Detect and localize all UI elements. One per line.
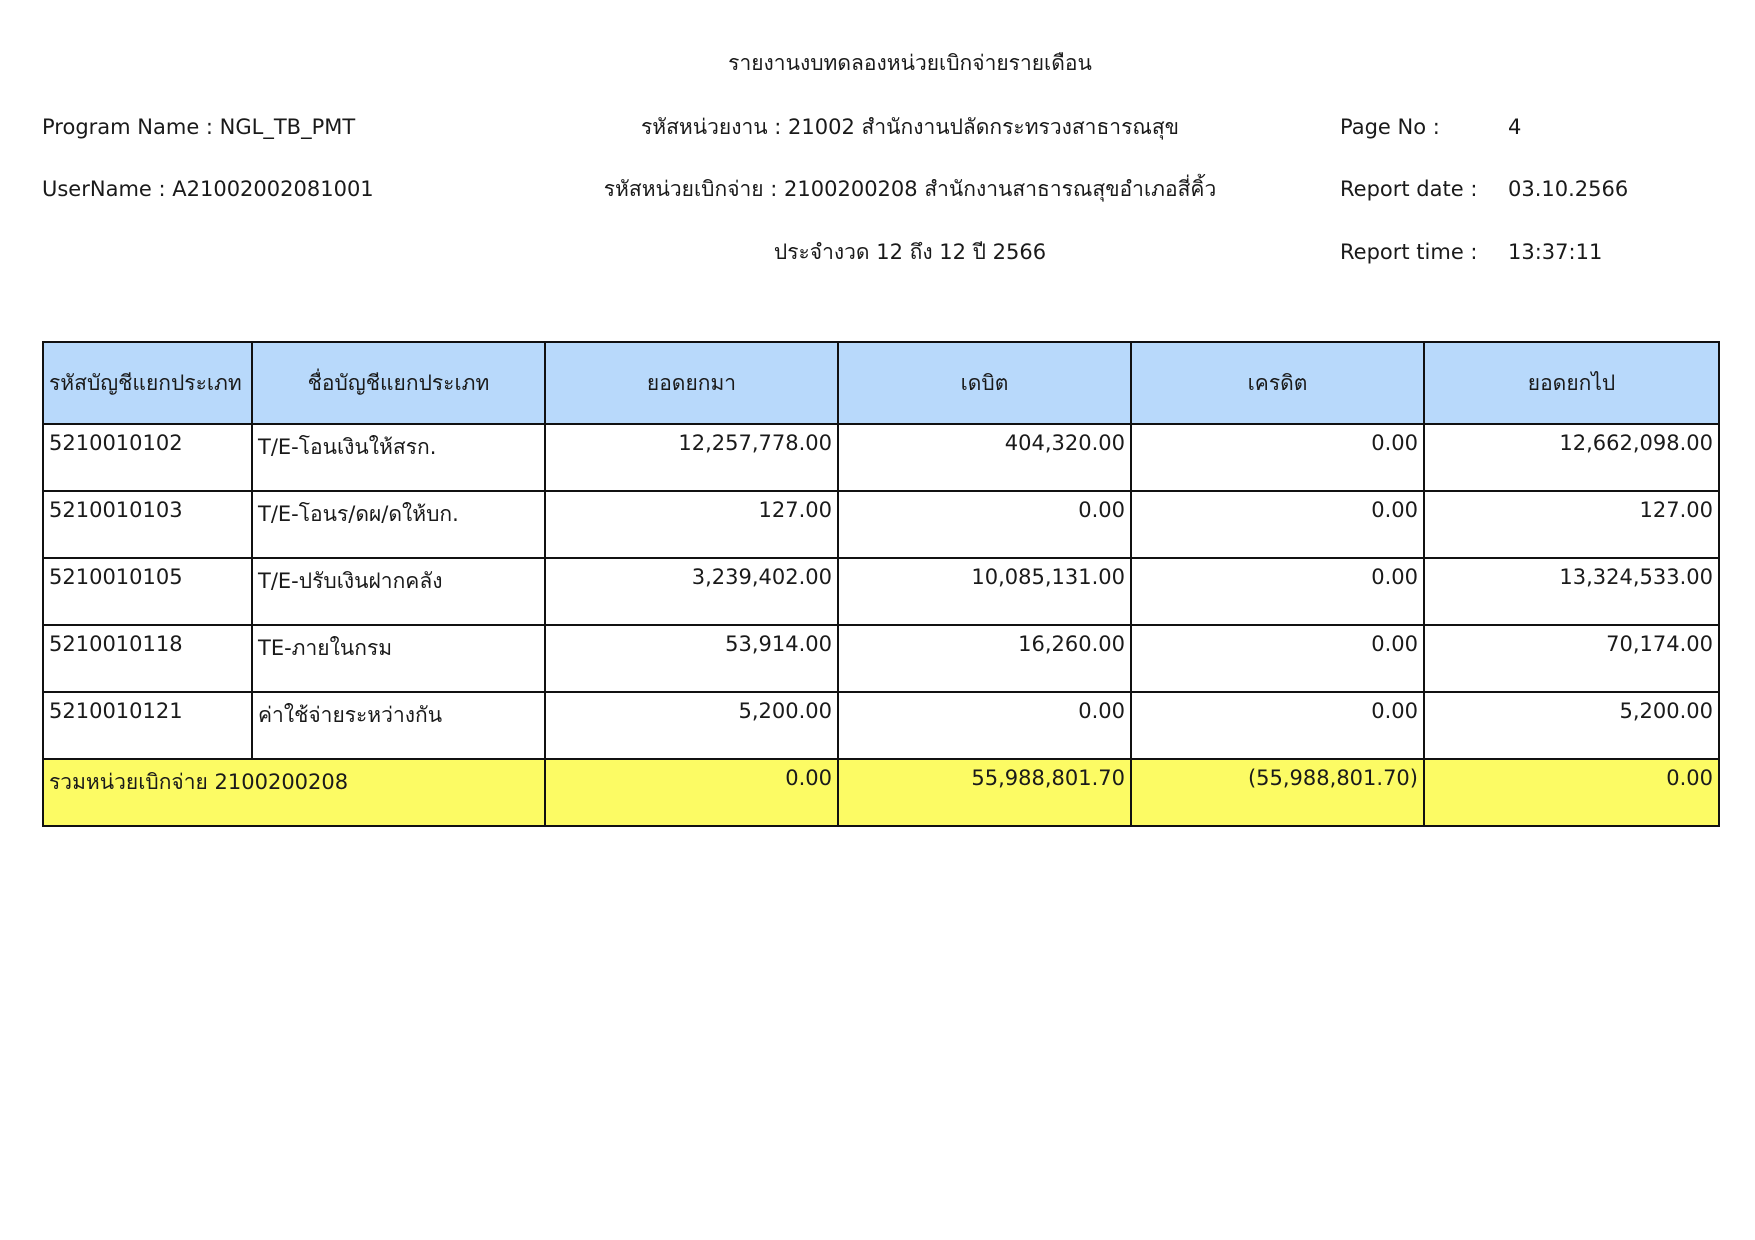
report-time-label: Report time : [1340, 240, 1478, 264]
period-line: ประจำงวด 12 ถึง 12 ปี 2566 [773, 240, 1047, 264]
debit: 0.00 [838, 692, 1131, 759]
carried-forward: 5,200.00 [1424, 692, 1719, 759]
table-row [43, 491, 1719, 558]
debit: 10,085,131.00 [838, 558, 1131, 625]
credit: 0.00 [1131, 424, 1424, 491]
total-credit: (55,988,801.70) [1131, 759, 1424, 826]
table-header-row [43, 342, 1719, 424]
credit: 0.00 [1131, 625, 1424, 692]
debit: 0.00 [838, 491, 1131, 558]
brought-forward: 127.00 [545, 491, 838, 558]
report-date-label: Report date : [1340, 177, 1478, 201]
account-code: 5210010102 [43, 424, 252, 491]
carried-forward: 12,662,098.00 [1424, 424, 1719, 491]
program-name: Program Name : NGL_TB_PMT [42, 115, 356, 139]
account-code: 5210010121 [43, 692, 252, 759]
brought-forward: 12,257,778.00 [545, 424, 838, 491]
account-code: 5210010103 [43, 491, 252, 558]
account-name: T/E-โอนร/ดผ/ดให้บก. [252, 491, 545, 558]
total-label: รวมหน่วยเบิกจ่าย 2100200208 [43, 759, 545, 826]
user-name: UserName : A21002002081001 [42, 177, 374, 201]
brought-forward: 3,239,402.00 [545, 558, 838, 625]
page-no-label: Page No : [1340, 115, 1440, 139]
disbursing-unit-line: รหัสหน่วยเบิกจ่าย : 2100200208 สำนักงานสาธารณสุขอำเภอสี่คิ้ว [603, 177, 1217, 201]
report-title: รายงานงบทดลองหน่วยเบิกจ่ายรายเดือน [728, 51, 1092, 75]
debit: 16,260.00 [838, 625, 1131, 692]
account-code: 5210010105 [43, 558, 252, 625]
agency-line: รหัสหน่วยงาน : 21002 สำนักงานปลัดกระทรวงสาธารณสุข [640, 115, 1180, 139]
account-name: TE-ภายในกรม [252, 625, 545, 692]
account-name: ค่าใช้จ่ายระหว่างกัน [252, 692, 545, 759]
report-time-value: 13:37:11 [1508, 240, 1603, 264]
credit: 0.00 [1131, 491, 1424, 558]
credit: 0.00 [1131, 558, 1424, 625]
report-date-value: 03.10.2566 [1508, 177, 1629, 201]
carried-forward: 13,324,533.00 [1424, 558, 1719, 625]
total-carried-forward: 0.00 [1424, 759, 1719, 826]
table-row [43, 424, 1719, 491]
trial-balance-table [42, 341, 1720, 827]
account-name: T/E-โอนเงินให้สรก. [252, 424, 545, 491]
total-brought-forward: 0.00 [545, 759, 838, 826]
table-row [43, 558, 1719, 625]
debit: 404,320.00 [838, 424, 1131, 491]
header-carried-forward: ยอดยกไป [1424, 342, 1719, 424]
brought-forward: 5,200.00 [545, 692, 838, 759]
total-debit: 55,988,801.70 [838, 759, 1131, 826]
page-no-value: 4 [1508, 115, 1522, 139]
table-row [43, 692, 1719, 759]
header-brought-forward: ยอดยกมา [545, 342, 838, 424]
header-account-code: รหัสบัญชีแยกประเภท [43, 342, 252, 424]
table-row [43, 625, 1719, 692]
account-code: 5210010118 [43, 625, 252, 692]
carried-forward: 70,174.00 [1424, 625, 1719, 692]
total-row [43, 759, 1719, 826]
carried-forward: 127.00 [1424, 491, 1719, 558]
header-debit: เดบิต [838, 342, 1131, 424]
header-credit: เครดิต [1131, 342, 1424, 424]
credit: 0.00 [1131, 692, 1424, 759]
account-name: T/E-ปรับเงินฝากคลัง [252, 558, 545, 625]
brought-forward: 53,914.00 [545, 625, 838, 692]
header-account-name: ชื่อบัญชีแยกประเภท [252, 342, 545, 424]
